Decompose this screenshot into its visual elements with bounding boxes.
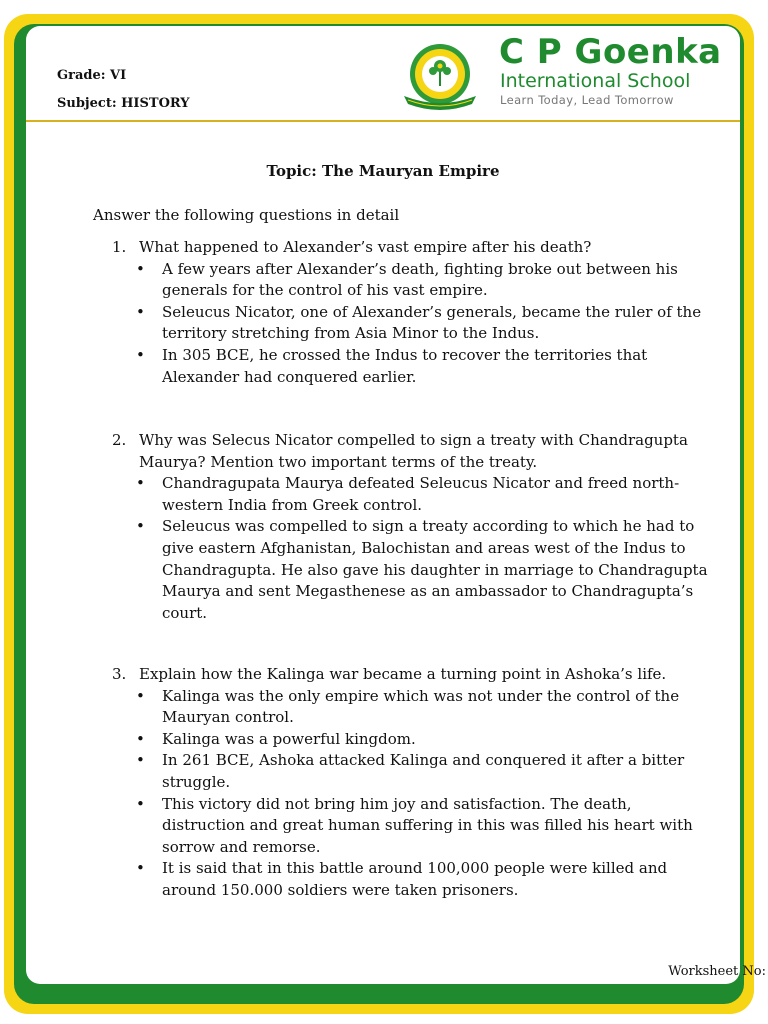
- answer-item: • In 305 BCE, he crossed the Indus to recover the territories that Alexander had conquered earlier.: [162, 345, 712, 388]
- answer-item: • Kalinga was the only empire which was not under the control of the Mauryan control.: [162, 686, 712, 729]
- question-2: [112, 430, 712, 624]
- school-brand-subtitle: International School: [500, 70, 691, 92]
- school-brand-name: C P Goenka: [499, 32, 722, 72]
- worksheet-page: [26, 26, 740, 984]
- school-seal-logo: [398, 40, 482, 114]
- question-number: 3.: [112, 665, 127, 683]
- seal-emblem-icon: [398, 40, 482, 114]
- answer-list: [112, 473, 712, 624]
- worksheet-number-label: Worksheet No:: [668, 964, 766, 979]
- worksheet-topic: Topic: The Mauryan Empire: [266, 162, 500, 180]
- answer-item: • Chandragupata Maurya defeated Seleucus Nicator and freed north-western India from Greek control.: [162, 473, 712, 516]
- question-text: What happened to Alexander’s vast empire after his death?: [139, 238, 592, 256]
- question-1: [112, 237, 712, 388]
- answer-item: • It is said that in this battle around 100,000 people were killed and around 150.000 soldiers were taken prisoners.: [162, 858, 712, 901]
- answer-list: [112, 686, 712, 902]
- school-tagline: Learn Today, Lead Tomorrow: [500, 93, 674, 107]
- grade-label: Grade: VI: [57, 68, 127, 83]
- answer-item: • A few years after Alexander’s death, fighting broke out between his generals for the control of his vast empire.: [162, 259, 712, 302]
- question-text: Why was Selecus Nicator compelled to sign a treaty with Chandragupta Maurya? Mention two important terms of the treaty.: [139, 431, 688, 471]
- answer-item: • Seleucus Nicator, one of Alexander’s generals, became the ruler of the territory stretching from Asia Minor to the Indus.: [162, 302, 712, 345]
- answer-item: • This victory did not bring him joy and satisfaction. The death, distruction and great human suffering in this was filled his heart with sorrow and remorse.: [162, 794, 712, 859]
- question-number: 1.: [112, 238, 127, 256]
- question-number: 2.: [112, 431, 127, 449]
- question-3: [112, 664, 712, 902]
- worksheet-instruction: Answer the following questions in detail: [93, 206, 400, 224]
- question-text: Explain how the Kalinga war became a turning point in Ashoka’s life.: [139, 665, 667, 683]
- answer-item: • In 261 BCE, Ashoka attacked Kalinga and conquered it after a bitter struggle.: [162, 750, 712, 793]
- answer-list: [112, 259, 712, 389]
- subject-label: Subject: HISTORY: [57, 96, 190, 111]
- answer-item: • Kalinga was a powerful kingdom.: [162, 729, 712, 751]
- header-divider: [26, 120, 740, 122]
- answer-item: • Seleucus was compelled to sign a treaty according to which he had to give eastern Afghanistan, Balochistan and areas west of the Indus to Chandragupta. He also gave his daughter in marriage to Chandragupta Maurya and sent Megasthenese as an ambassador to Chandragupta’s court.: [162, 516, 712, 624]
